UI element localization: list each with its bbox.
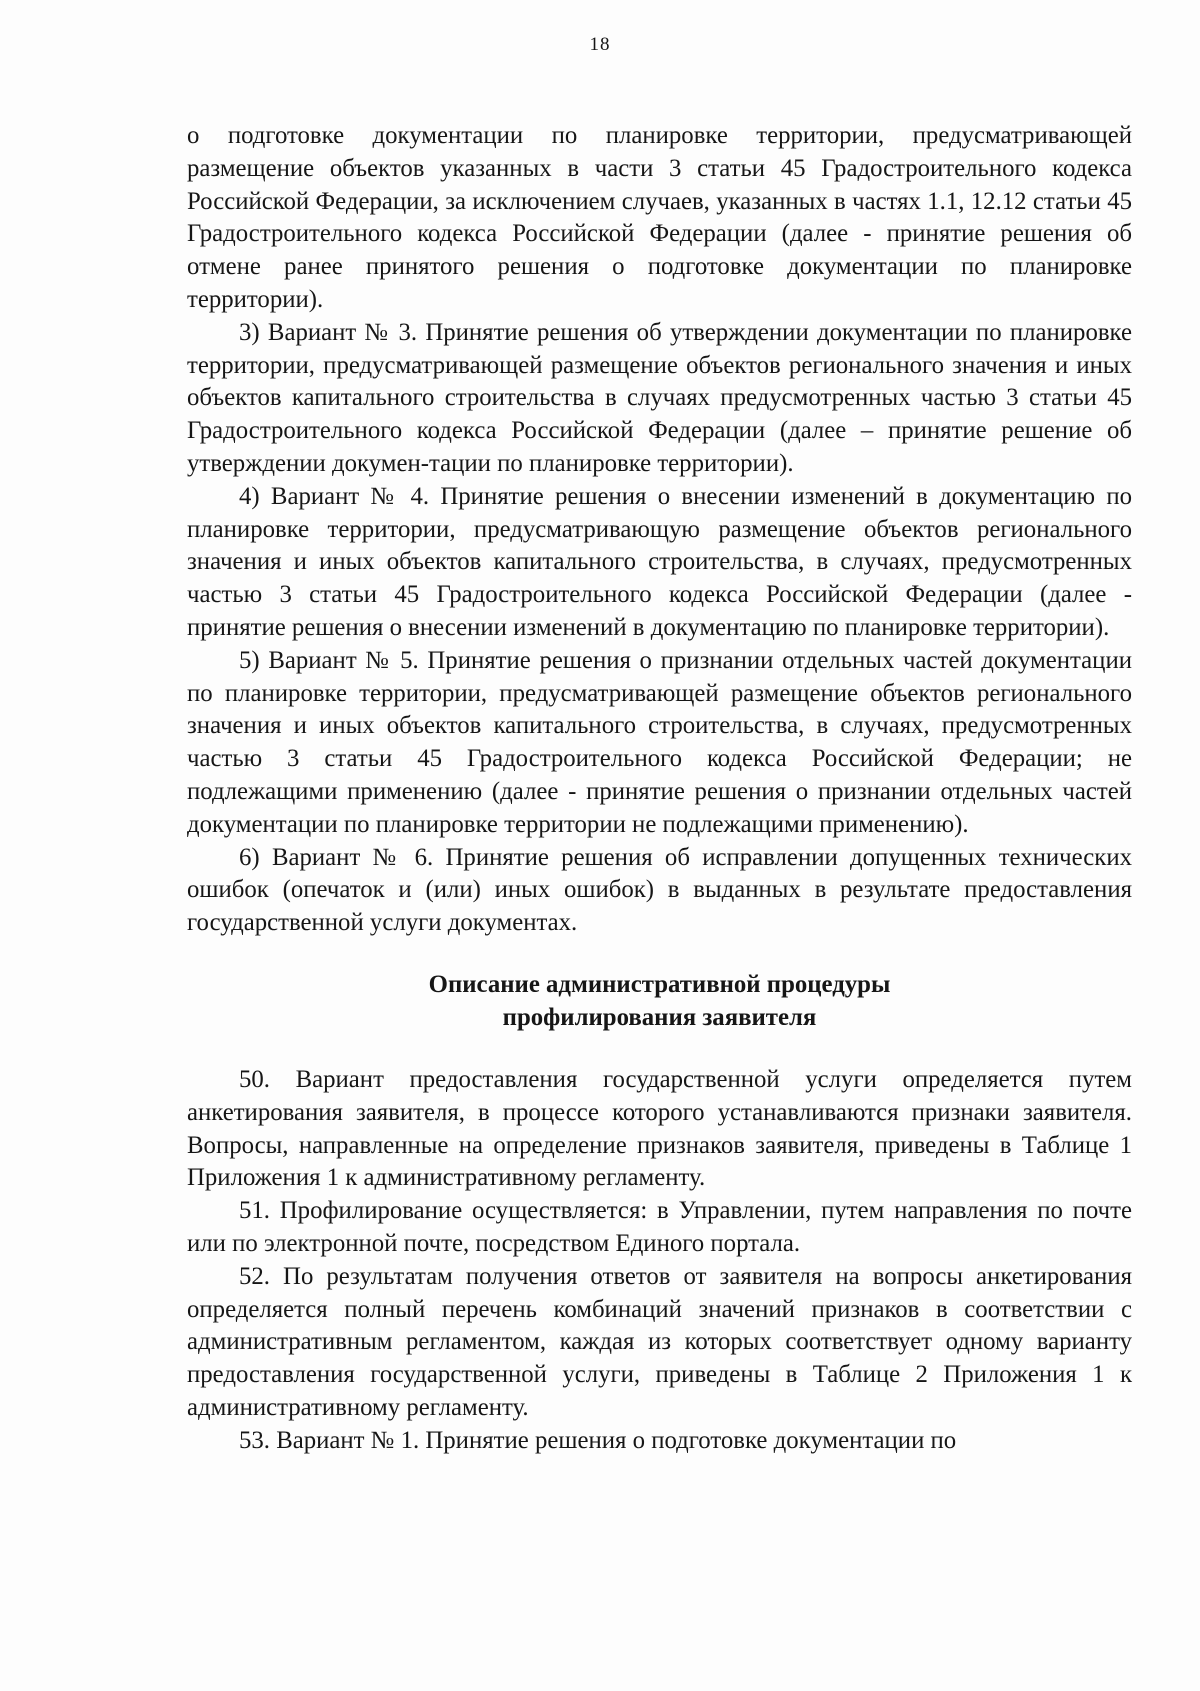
section-heading-line-1: Описание административной процедуры [428,970,891,998]
section-heading-line-2: профилирования заявителя [502,1003,817,1031]
paragraph-53: 53. Вариант № 1. Принятие решения о подготовке документации по [239,1426,957,1454]
paragraph-52: 52. По результатам получения ответов от заявителя на вопросы анкетирования определяется полный перечень комбинаций значений признаков в соответствии с административным регламентом, каждая из которых соответствует одному варианту предоставления государственной услуги, приведены в Таблице 2 Приложения 1 к административному регламенту. [187,1262,1132,1421]
paragraph-variant-6: 6) Вариант № 6. Принятие решения об исправлении допущенных технических ошибок (опечаток и (или) иных ошибок) в выданных в результате предоставления государственной услуги документах. [187,843,1132,937]
page-number: 18 [589,34,611,55]
paragraph-variant-3: 3) Вариант № 3. Принятие решения об утверждении документации по планировке территории, предусматривающей размещение объектов регионального значения и иных объектов капитального строительства в случаях предусмотренных частью 3 статьи 45 Градостроительного кодекса Российской Федерации (далее – принятие решение об утверждении докумен-тации по планировке территории). [187,318,1132,477]
paragraph-variant-4: 4) Вариант № 4. Принятие решения о внесении изменений в документацию по планировке территории, предусматривающую размещение объектов регионального значения и иных объектов капитального строительства, в случаях, предусмотренных частью 3 статьи 45 Градостроительного кодекса Российской Федерации (далее - принятие решения о внесении изменений в документацию по планировке территории). [187,482,1132,641]
paragraph-51: 51. Профилирование осуществляется: в Управлении, путем направления по почте или по электронной почте, посредством Единого портала. [187,1197,1132,1257]
document-body [187,120,1132,1457]
section-heading [187,968,1132,1034]
paragraph-50: 50. Вариант предоставления государственной услуги определяется путем анкетирования заявителя, в процессе которого устанавливаются признаки заявителя. Вопросы, направленные на определение признаков заявителя, приведены в Таблице 1 Приложения 1 к административному регламенту. [187,1065,1132,1192]
paragraph-continuation: о подготовке документации по планировке территории, предусматривающей размещение объектов указанных в части 3 статьи 45 Градостроительного кодекса Российской Федерации, за исключением случаев, указанных в частях 1.1, 12.12 статьи 45 Градостроительного кодекса Российской Федерации (далее - принятие решения об отмене ранее принятого решения о подготовке документации по планировке территории). [187,122,1132,313]
paragraph-variant-5: 5) Вариант № 5. Принятие решения о признании отдельных частей документации по планировке территории, предусматривающей размещение объектов регионального значения и иных объектов капитального строительства, в случаях, предусмотренных частью 3 статьи 45 Градостроительного кодекса Российской Федерации; не подлежащими применению (далее - принятие решения о признании отдельных частей документации по планировке территории не подлежащими применению). [187,646,1132,838]
